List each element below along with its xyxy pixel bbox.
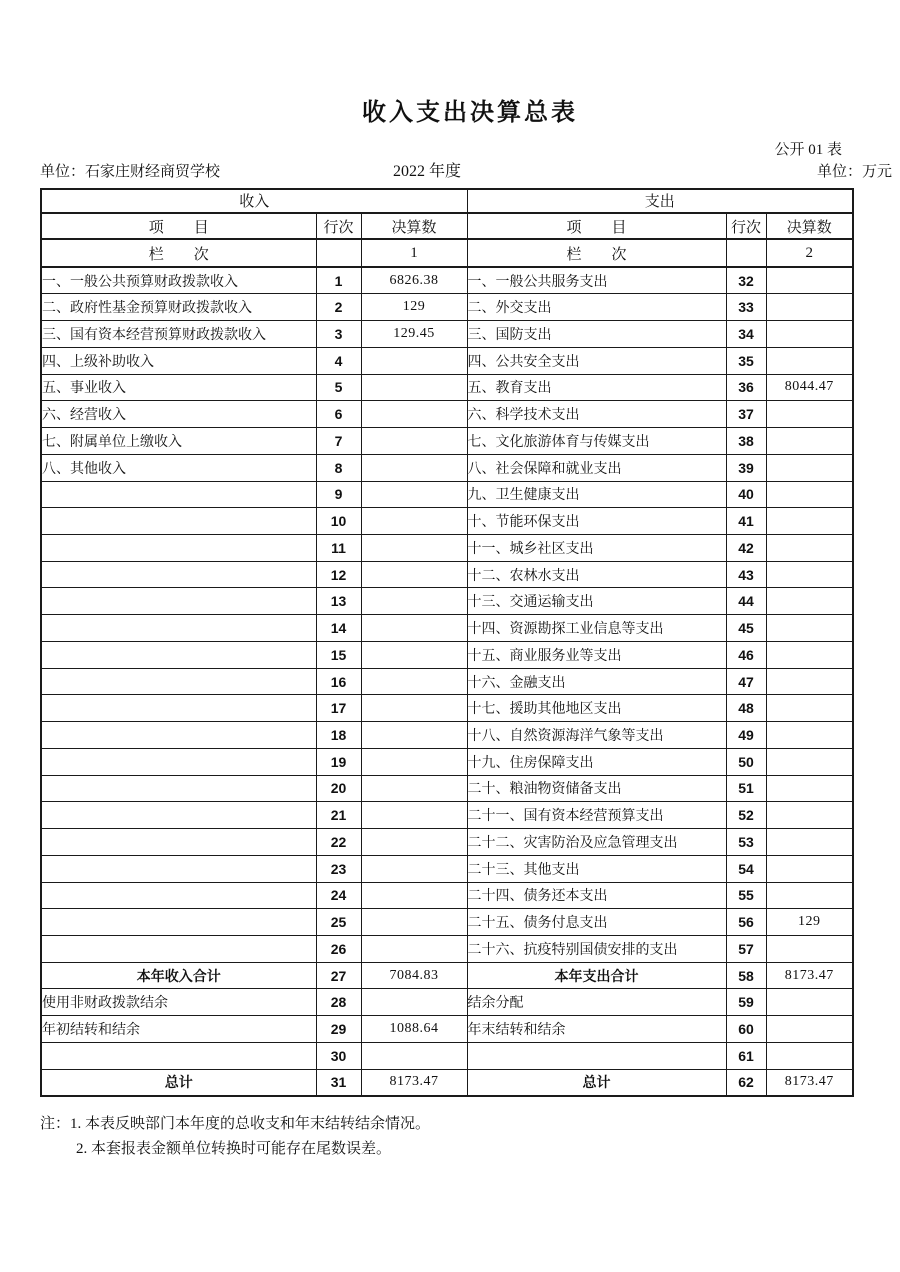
expenditure-line-cell: 37	[726, 401, 766, 428]
revenue-item-cell	[41, 855, 316, 882]
table-number: 公开 01 表	[774, 142, 842, 158]
expenditure-amount-cell	[766, 508, 853, 535]
expenditure-amount-header: 决算数	[766, 213, 853, 240]
revenue-amount-cell: 7084.83	[361, 962, 467, 989]
revenue-item-cell	[41, 722, 316, 749]
revenue-item-cell: 七、附属单位上缴收入	[41, 428, 316, 455]
expenditure-item-cell: 十一、城乡社区支出	[467, 534, 726, 561]
table-row	[41, 481, 853, 508]
revenue-line-cell: 28	[316, 989, 361, 1016]
table-row	[41, 321, 853, 348]
expenditure-line-cell: 39	[726, 454, 766, 481]
expenditure-amount-cell	[766, 481, 853, 508]
empty-cell	[726, 239, 766, 267]
revenue-item-cell: 三、国有资本经营预算财政拨款收入	[41, 321, 316, 348]
revenue-amount-cell	[361, 802, 467, 829]
expenditure-line-cell: 49	[726, 722, 766, 749]
expenditure-item-cell: 五、教育支出	[467, 374, 726, 401]
revenue-amount-cell	[361, 668, 467, 695]
revenue-item-cell: 八、其他收入	[41, 454, 316, 481]
expenditure-item-cell: 九、卫生健康支出	[467, 481, 726, 508]
revenue-line-cell: 14	[316, 615, 361, 642]
expenditure-amount-cell	[766, 454, 853, 481]
expenditure-amount-cell	[766, 695, 853, 722]
expenditure-amount-cell	[766, 668, 853, 695]
revenue-lane-label: 栏 次	[41, 239, 316, 267]
table-row	[41, 534, 853, 561]
expenditure-amount-cell	[766, 935, 853, 962]
revenue-item-cell	[41, 534, 316, 561]
expenditure-item-cell: 二十、粮油物资储备支出	[467, 775, 726, 802]
fiscal-year: 2022 年度	[392, 163, 461, 180]
table-row	[41, 267, 853, 294]
revenue-line-cell: 26	[316, 935, 361, 962]
revenue-amount-cell	[361, 508, 467, 535]
revenue-amount-cell: 8173.47	[361, 1069, 467, 1096]
expenditure-line-cell: 45	[726, 615, 766, 642]
revenue-amount-cell	[361, 882, 467, 909]
lane-number-row	[41, 239, 853, 267]
revenue-line-cell: 2	[316, 294, 361, 321]
expenditure-amount-cell	[766, 428, 853, 455]
currency-unit: 单位：万元	[816, 164, 892, 180]
expenditure-line-cell: 43	[726, 561, 766, 588]
page-title: 收入支出决算总表	[362, 100, 578, 126]
revenue-line-cell: 1	[316, 267, 361, 294]
revenue-line-cell: 7	[316, 428, 361, 455]
revenue-amount-cell	[361, 641, 467, 668]
revenue-line-cell: 30	[316, 1042, 361, 1069]
revenue-item-cell	[41, 508, 316, 535]
revenue-line-cell: 12	[316, 561, 361, 588]
revenue-line-cell: 3	[316, 321, 361, 348]
expenditure-amount-cell	[766, 855, 853, 882]
revenue-line-cell: 24	[316, 882, 361, 909]
revenue-amount-cell	[361, 829, 467, 856]
expenditure-item-cell: 二十二、灾害防治及应急管理支出	[467, 829, 726, 856]
table-row	[41, 1069, 853, 1096]
revenue-amount-cell: 129.45	[361, 321, 467, 348]
revenue-item-cell	[41, 641, 316, 668]
revenue-item-cell	[41, 1042, 316, 1069]
expenditure-line-cell: 62	[726, 1069, 766, 1096]
expenditure-line-cell: 55	[726, 882, 766, 909]
notes	[40, 1112, 430, 1162]
revenue-line-cell: 5	[316, 374, 361, 401]
revenue-line-cell: 25	[316, 909, 361, 936]
table-row	[41, 1042, 853, 1069]
expenditure-line-cell: 33	[726, 294, 766, 321]
table-row	[41, 641, 853, 668]
expenditure-line-cell: 56	[726, 909, 766, 936]
revenue-item-cell: 六、经营收入	[41, 401, 316, 428]
revenue-amount-cell	[361, 695, 467, 722]
expenditure-item-cell: 十九、住房保障支出	[467, 748, 726, 775]
expenditure-item-cell: 二、外交支出	[467, 294, 726, 321]
revenue-item-cell: 一、一般公共预算财政拨款收入	[41, 267, 316, 294]
expenditure-amount-cell	[766, 321, 853, 348]
expenditure-amount-cell	[766, 989, 853, 1016]
expenditure-item-cell: 四、公共安全支出	[467, 347, 726, 374]
expenditure-item-cell: 二十三、其他支出	[467, 855, 726, 882]
section-header-row	[41, 189, 853, 213]
table-row	[41, 962, 853, 989]
expenditure-lane-label: 栏 次	[467, 239, 726, 267]
expenditure-line-cell: 61	[726, 1042, 766, 1069]
table-row	[41, 374, 853, 401]
expenditure-amount-cell	[766, 775, 853, 802]
expenditure-line-cell: 57	[726, 935, 766, 962]
revenue-line-cell: 16	[316, 668, 361, 695]
expenditure-item-cell: 总计	[467, 1069, 726, 1096]
revenue-amount-cell	[361, 588, 467, 615]
expenditure-amount-cell	[766, 802, 853, 829]
revenue-line-no-header: 行次	[316, 213, 361, 240]
expenditure-amount-cell: 8044.47	[766, 374, 853, 401]
expenditure-line-cell: 54	[726, 855, 766, 882]
revenue-item-cell	[41, 615, 316, 642]
revenue-line-cell: 20	[316, 775, 361, 802]
expenditure-item-cell: 十六、金融支出	[467, 668, 726, 695]
revenue-amount-cell	[361, 855, 467, 882]
revenue-item-header: 项 目	[41, 213, 316, 240]
revenue-amount-cell: 129	[361, 294, 467, 321]
revenue-amount-cell	[361, 722, 467, 749]
revenue-amount-cell	[361, 748, 467, 775]
expenditure-line-cell: 48	[726, 695, 766, 722]
table-row	[41, 347, 853, 374]
expenditure-item-cell: 十七、援助其他地区支出	[467, 695, 726, 722]
revenue-amount-cell	[361, 454, 467, 481]
expenditure-item-header: 项 目	[467, 213, 726, 240]
revenue-amount-cell	[361, 615, 467, 642]
revenue-line-cell: 8	[316, 454, 361, 481]
revenue-item-cell	[41, 748, 316, 775]
table-row	[41, 802, 853, 829]
expenditure-amount-cell	[766, 1016, 853, 1043]
revenue-amount-cell	[361, 775, 467, 802]
table-row	[41, 989, 853, 1016]
expenditure-amount-cell	[766, 748, 853, 775]
expenditure-line-cell: 52	[726, 802, 766, 829]
expenditure-amount-cell	[766, 401, 853, 428]
table-row	[41, 829, 853, 856]
revenue-item-cell	[41, 882, 316, 909]
expenditure-item-cell: 八、社会保障和就业支出	[467, 454, 726, 481]
expenditure-amount-cell	[766, 882, 853, 909]
revenue-amount-cell: 6826.38	[361, 267, 467, 294]
revenue-line-cell: 9	[316, 481, 361, 508]
expenditure-line-cell: 51	[726, 775, 766, 802]
revenue-line-cell: 22	[316, 829, 361, 856]
revenue-amount-cell	[361, 935, 467, 962]
expenditure-item-cell: 二十四、债务还本支出	[467, 882, 726, 909]
revenue-amount-header: 决算数	[361, 213, 467, 240]
table-row	[41, 935, 853, 962]
table-body	[41, 189, 853, 1096]
expenditure-amount-cell	[766, 561, 853, 588]
note-line-1: 注：1. 本表反映部门本年度的总收支和年末结转结余情况。	[40, 1116, 431, 1132]
revenue-item-cell	[41, 481, 316, 508]
revenue-amount-cell	[361, 401, 467, 428]
revenue-amount-cell	[361, 989, 467, 1016]
expenditure-line-cell: 60	[726, 1016, 766, 1043]
revenue-item-cell	[41, 802, 316, 829]
expenditure-amount-cell	[766, 641, 853, 668]
revenue-item-cell: 五、事业收入	[41, 374, 316, 401]
revenue-line-cell: 11	[316, 534, 361, 561]
expenditure-line-cell: 34	[726, 321, 766, 348]
revenue-item-cell	[41, 561, 316, 588]
expenditure-amount-cell	[766, 1042, 853, 1069]
column-header-row	[41, 213, 853, 240]
expenditure-item-cell: 十二、农林水支出	[467, 561, 726, 588]
revenue-item-cell: 年初结转和结余	[41, 1016, 316, 1043]
table-row	[41, 855, 853, 882]
revenue-line-cell: 17	[316, 695, 361, 722]
expenditure-item-cell: 结余分配	[467, 989, 726, 1016]
table-row	[41, 508, 853, 535]
table-row	[41, 1016, 853, 1043]
expenditure-item-cell: 年末结转和结余	[467, 1016, 726, 1043]
revenue-line-cell: 29	[316, 1016, 361, 1043]
revenue-line-cell: 23	[316, 855, 361, 882]
revenue-amount-cell	[361, 347, 467, 374]
revenue-amount-cell: 1088.64	[361, 1016, 467, 1043]
revenue-item-cell: 总计	[41, 1069, 316, 1096]
budget-summary-table	[40, 188, 854, 1097]
revenue-item-cell	[41, 588, 316, 615]
expenditure-amount-cell	[766, 534, 853, 561]
revenue-item-cell: 四、上级补助收入	[41, 347, 316, 374]
expenditure-item-cell: 一、一般公共服务支出	[467, 267, 726, 294]
expenditure-line-cell: 35	[726, 347, 766, 374]
table-row	[41, 695, 853, 722]
revenue-amount-cell	[361, 909, 467, 936]
expenditure-line-cell: 41	[726, 508, 766, 535]
table-row	[41, 882, 853, 909]
revenue-amount-cell	[361, 1042, 467, 1069]
revenue-line-cell: 31	[316, 1069, 361, 1096]
revenue-item-cell	[41, 668, 316, 695]
expenditure-item-cell: 本年支出合计	[467, 962, 726, 989]
revenue-column-number: 1	[361, 239, 467, 267]
revenue-item-cell: 本年收入合计	[41, 962, 316, 989]
table-row	[41, 615, 853, 642]
revenue-line-cell: 18	[316, 722, 361, 749]
revenue-amount-cell	[361, 561, 467, 588]
org-unit: 单位：石家庄财经商贸学校	[40, 164, 221, 180]
expenditure-item-cell	[467, 1042, 726, 1069]
table-row	[41, 909, 853, 936]
table-row	[41, 775, 853, 802]
expenditure-item-cell: 十四、资源勘探工业信息等支出	[467, 615, 726, 642]
revenue-line-cell: 27	[316, 962, 361, 989]
revenue-amount-cell	[361, 534, 467, 561]
expenditure-line-cell: 36	[726, 374, 766, 401]
empty-cell	[316, 239, 361, 267]
table-row	[41, 428, 853, 455]
expenditure-section-header: 支出	[467, 189, 853, 213]
revenue-amount-cell	[361, 428, 467, 455]
revenue-item-cell: 使用非财政拨款结余	[41, 989, 316, 1016]
expenditure-item-cell: 十三、交通运输支出	[467, 588, 726, 615]
expenditure-amount-cell: 8173.47	[766, 1069, 853, 1096]
expenditure-line-cell: 40	[726, 481, 766, 508]
expenditure-item-cell: 十八、自然资源海洋气象等支出	[467, 722, 726, 749]
revenue-section-header: 收入	[41, 189, 467, 213]
expenditure-line-cell: 42	[726, 534, 766, 561]
table-row	[41, 454, 853, 481]
expenditure-line-cell: 59	[726, 989, 766, 1016]
table-row	[41, 748, 853, 775]
expenditure-amount-cell	[766, 347, 853, 374]
revenue-line-cell: 13	[316, 588, 361, 615]
expenditure-item-cell: 三、国防支出	[467, 321, 726, 348]
expenditure-line-cell: 32	[726, 267, 766, 294]
expenditure-item-cell: 二十六、抗疫特别国债安排的支出	[467, 935, 726, 962]
revenue-item-cell: 二、政府性基金预算财政拨款收入	[41, 294, 316, 321]
revenue-line-cell: 4	[316, 347, 361, 374]
table-row	[41, 588, 853, 615]
revenue-amount-cell	[361, 481, 467, 508]
revenue-amount-cell	[361, 374, 467, 401]
table-row	[41, 294, 853, 321]
expenditure-amount-cell	[766, 267, 853, 294]
expenditure-item-cell: 六、科学技术支出	[467, 401, 726, 428]
expenditure-amount-cell	[766, 294, 853, 321]
revenue-line-cell: 21	[316, 802, 361, 829]
expenditure-item-cell: 二十五、债务付息支出	[467, 909, 726, 936]
revenue-item-cell	[41, 775, 316, 802]
expenditure-item-cell: 二十一、国有资本经营预算支出	[467, 802, 726, 829]
expenditure-line-no-header: 行次	[726, 213, 766, 240]
expenditure-line-cell: 50	[726, 748, 766, 775]
revenue-line-cell: 10	[316, 508, 361, 535]
expenditure-amount-cell: 129	[766, 909, 853, 936]
expenditure-column-number: 2	[766, 239, 853, 267]
expenditure-item-cell: 十五、商业服务业等支出	[467, 641, 726, 668]
table-row	[41, 561, 853, 588]
note-line-2: 2. 本套报表金额单位转换时可能存在尾数误差。	[76, 1141, 392, 1157]
expenditure-line-cell: 47	[726, 668, 766, 695]
expenditure-item-cell: 七、文化旅游体育与传媒支出	[467, 428, 726, 455]
table-row	[41, 722, 853, 749]
table-row	[41, 401, 853, 428]
revenue-item-cell	[41, 829, 316, 856]
expenditure-amount-cell	[766, 588, 853, 615]
expenditure-line-cell: 46	[726, 641, 766, 668]
revenue-item-cell	[41, 695, 316, 722]
expenditure-amount-cell	[766, 615, 853, 642]
revenue-line-cell: 19	[316, 748, 361, 775]
revenue-line-cell: 15	[316, 641, 361, 668]
expenditure-amount-cell	[766, 722, 853, 749]
expenditure-amount-cell: 8173.47	[766, 962, 853, 989]
revenue-item-cell	[41, 909, 316, 936]
expenditure-line-cell: 44	[726, 588, 766, 615]
expenditure-line-cell: 53	[726, 829, 766, 856]
expenditure-line-cell: 38	[726, 428, 766, 455]
expenditure-amount-cell	[766, 829, 853, 856]
table-row	[41, 668, 853, 695]
revenue-item-cell	[41, 935, 316, 962]
expenditure-line-cell: 58	[726, 962, 766, 989]
expenditure-item-cell: 十、节能环保支出	[467, 508, 726, 535]
revenue-line-cell: 6	[316, 401, 361, 428]
